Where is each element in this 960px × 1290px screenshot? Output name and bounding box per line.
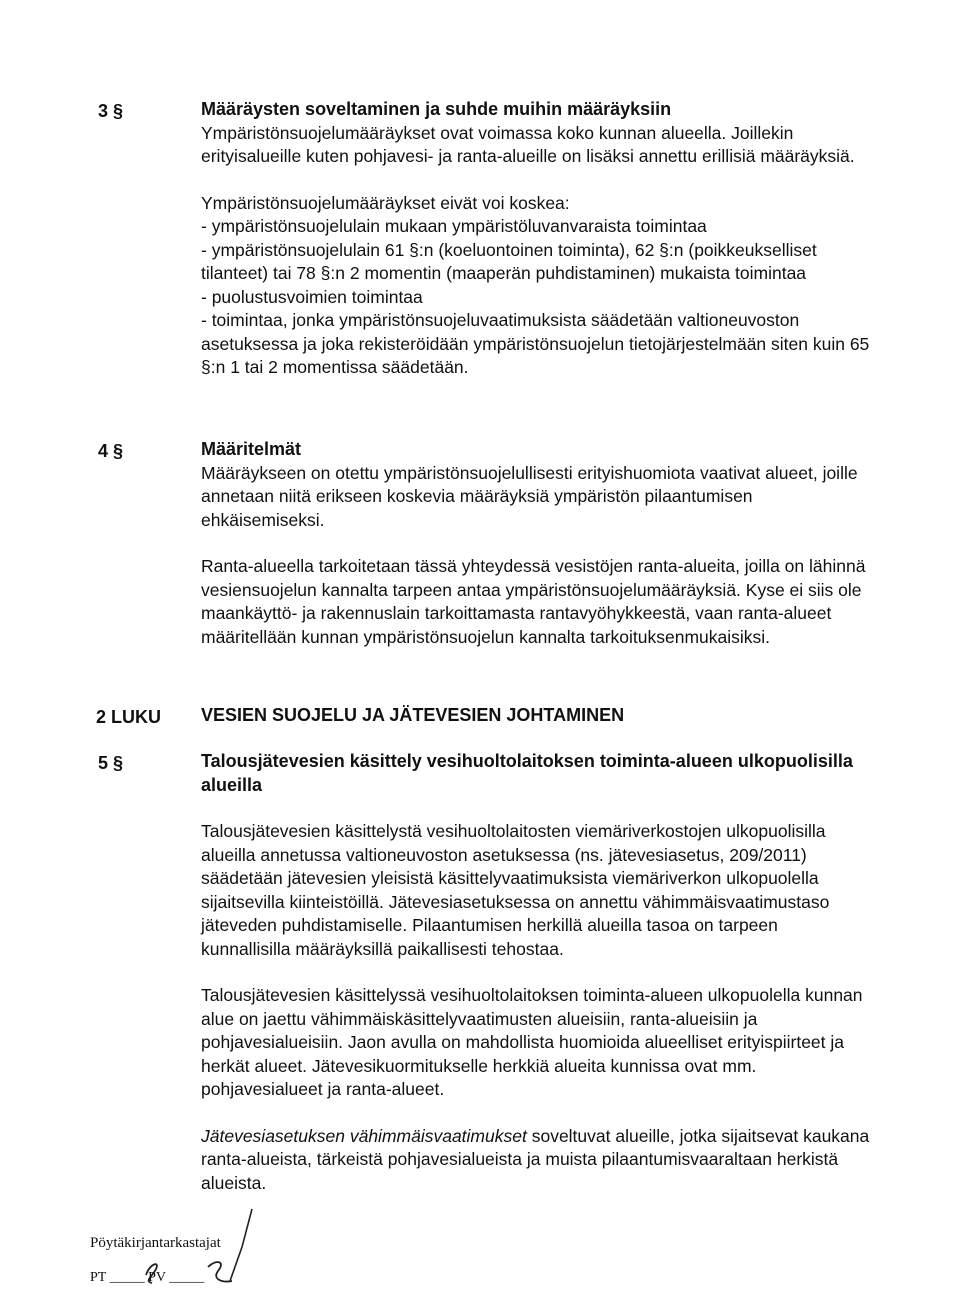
section-title: Talousjätevesien käsittely vesihuoltolaitoksen toiminta-alueen ulkopuolisilla alueilla [201, 751, 853, 795]
italic-term: Jätevesiasetuksen vähimmäisvaatimukset [201, 1125, 527, 1146]
list-item: - ympäristönsuojelulain mukaan ympäristöluvanvaraista toimintaa [201, 216, 707, 236]
paragraph [201, 1125, 871, 1196]
section-title: Määritelmät [201, 439, 302, 459]
list-item: - ympäristönsuojelulain 61 §:n (koeluontoinen toiminta), 62 §:n (poikkeukselliset tilanteet) tai 78 §:n 2 momentin (maaperän puhdistaminen) mukaista toimintaa [201, 239, 817, 283]
section-title: Määräysten soveltaminen ja suhde muihin määräyksiin [201, 99, 672, 119]
section-number: 5 § [98, 753, 124, 773]
paragraph: Talousjätevesien käsittelyssä vesihuoltolaitoksen toiminta-alueen ulkopuolella kunnan alue on jaettu vähimmäiskäsittelyvaatimusten alueisiin, ranta-alueisiin ja pohjavesialueisiin. Jaon avulla on mahdollista huomioida alueelliset erityispiirteet ja herkät alueet. Jätevesikuormitukselle herkkiä alueita kunnissa ovat mm. pohjavesialueet ja ranta-alueet. [201, 985, 863, 1099]
footer-initials: PT _____ PV _____ [90, 1270, 205, 1285]
section-number: 4 § [98, 441, 124, 461]
paragraph: Ympäristönsuojelumääräykset eivät voi koskea: [201, 192, 570, 213]
paragraph: Ympäristönsuojelumääräykset ovat voimassa koko kunnan alueella. Joillekin erityisalueille kuten pohjavesi- ja ranta-alueille on lisäksi annettu erillisiä määräyksiä. [201, 122, 855, 166]
paragraph: Määräykseen on otettu ympäristönsuojelullisesti erityishuomiota vaativat alueet, joille annetaan niitä erikseen koskevia määräyksiä ympäristön pilaantumisen ehkäisemiseksi. [201, 462, 858, 530]
paragraph: Talousjätevesien käsittelystä vesihuoltolaitosten viemäriverkostojen ulkopuolisilla alueilla annetussa valtioneuvoston asetuksessa (ns. jätevesiasetus, 209/2011) säädetään jätevesien yleisistä käsittelyvaatimuksista viemäriverkon ulkopuolella sijaitsevilla kiinteistöillä. Jätevesiasetuksessa on annettu vähimmäisvaatimustaso jäteveden puhdistamiselle. Pilaantumisen herkillä alueilla tasoa on tarpeen kunnallisilla määräyksillä paikallisesti tehostaa. [201, 821, 830, 959]
paragraph-text: soveltuvat alueille, jotka sijaitsevat kaukana ranta-alueista, tärkeistä pohjavesialueista ja muista pilaantumisvaaraltaan herkistä alueista. [201, 1125, 870, 1193]
section-number: 3 § [98, 101, 124, 121]
section-3 [201, 98, 871, 380]
chapter-title: VESIEN SUOJELU JA JÄTEVESIEN JOHTAMINEN [201, 705, 625, 725]
list-item: - puolustusvoimien toimintaa [201, 286, 423, 307]
section-5 [201, 750, 871, 1195]
list-item: - toimintaa, jonka ympäristönsuojeluvaatimuksista säädetään valtioneuvoston asetuksessa ja joka rekisteröidään ympäristönsuojelun tietojärjestelmään siten kuin 65 §:n 1 tai 2 momentissa säädetään. [201, 310, 870, 377]
chapter-number: 2 LUKU [96, 707, 162, 727]
section-4 [201, 438, 871, 649]
paragraph: Ranta-alueella tarkoitetaan tässä yhteydessä vesistöjen ranta-alueita, joilla on lähinnä vesiensuojelun kannalta tarpeen antaa ympäristönsuojelumääräyksiä. Kyse ei siis ole maankäyttö- ja rakennuslain tarkoittamasta rantavyöhykkeestä, vaan ranta-alueet määritellään kunnan ympäristönsuojelun kannalta tarkoituksenmukaisiksi. [201, 556, 866, 647]
footer-label: Pöytäkirjantarkastajat [90, 1235, 221, 1251]
